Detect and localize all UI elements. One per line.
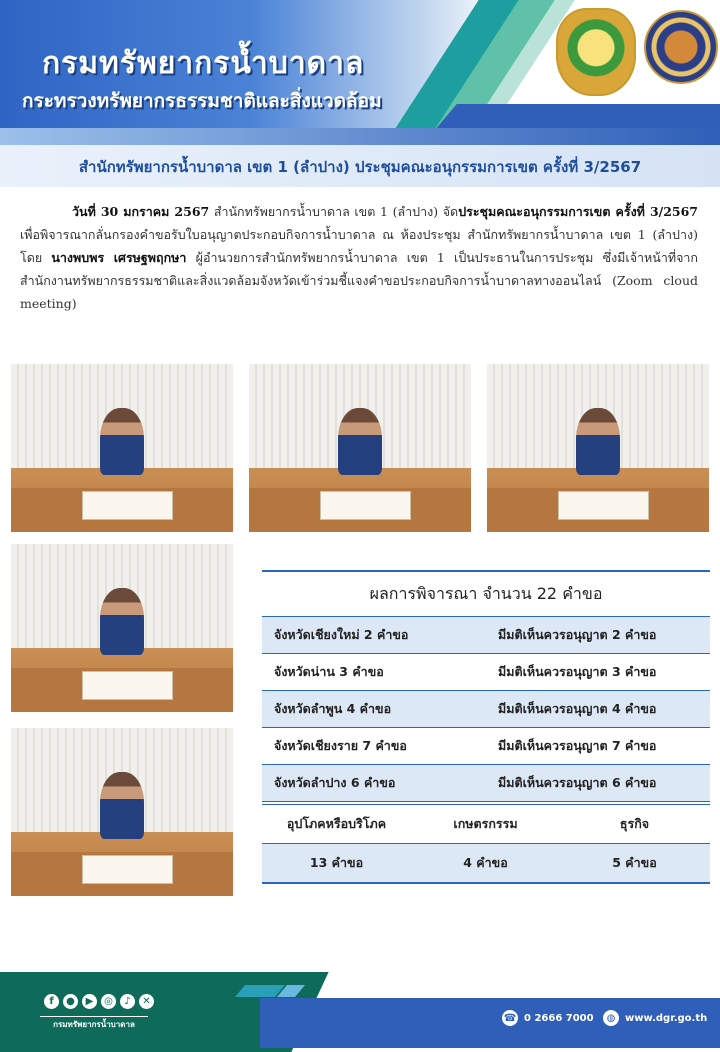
result-cell: มีมติเห็นควรอนุญาต 3 คำขอ [498,664,657,679]
phone-number[interactable]: 0 2666 7000 [524,1012,594,1024]
table-row [262,616,710,654]
instagram-icon[interactable]: ◎ [101,994,116,1009]
footer-website [603,1010,707,1026]
paragraph-text: ผู้อำนวยการสำนักทรัพยากรน้ำบาดาล เขต 1 เป็นประธานในการประชุม ซึ่งมีเจ้าหน้าที่จากสำนักงานทรัพยากรธรรมชาติและสิ่งแวดล้อมจังหวัดเข้าร่วมชี้แจงคำขอประกอบกิจการน้ำบาดาลทางออนไลน์ (Zoom cloud meeting) [20,250,698,311]
chairperson-name: นางพบพร เศรษฐพฤกษา [51,250,187,265]
table-row [262,691,710,728]
category-count: 13 คำขอ [309,855,364,870]
globe-icon: ◍ [603,1010,619,1026]
social-icons [44,994,154,1009]
results-table [262,570,710,884]
meeting-name: ประชุมคณะอนุกรรมการเขต ครั้งที่ 3/2567 [458,204,698,219]
meeting-photo [487,364,709,532]
result-cell: มีมติเห็นควรอนุญาต 4 คำขอ [498,701,657,716]
phone-icon: ☎ [502,1010,518,1026]
meeting-photo [11,544,233,712]
department-title: กรมทรัพยากรน้ำบาดาล [42,46,365,81]
paragraph-text: เพื่อพิจารณากลั่นกรองคำขอรับใบอนุญาตประกอบกิจการน้ำบาดาล ณ ห้องประชุม สำนักทรัพยากรน้ำบาดาล เขต 1 (ลำปาง) โดย [20,227,698,265]
category-header: เกษตรกรรม [453,816,518,831]
result-cell: มีมติเห็นควรอนุญาต 6 คำขอ [498,775,657,790]
category-header: ธุรกิจ [619,816,650,831]
result-cell: มีมติเห็นควรอนุญาต 2 คำขอ [498,627,657,642]
ministry-title: กระทรวงทรัพยากรธรรมชาติและสิ่งแวดล้อม [22,90,382,112]
youtube-icon[interactable]: ▶ [82,994,97,1009]
header-banner [0,0,720,145]
province-cell: จังหวัดลำพูน 4 คำขอ [274,701,392,716]
province-cell: จังหวัดเชียงใหม่ 2 คำขอ [274,627,409,642]
paragraph-text: สำนักทรัพยากรน้ำบาดาล เขต 1 (ลำปาง) จัด [209,204,459,219]
table-row [262,728,710,765]
result-cell: มีมติเห็นควรอนุญาต 7 คำขอ [498,738,657,753]
line-icon[interactable]: ● [63,994,78,1009]
meeting-photo [11,728,233,896]
tiktok-icon[interactable]: ♪ [120,994,135,1009]
meeting-photo [249,364,471,532]
category-count: 4 คำขอ [463,855,508,870]
category-count: 5 คำขอ [612,855,657,870]
website-link[interactable]: www.dgr.go.th [625,1012,708,1024]
headline: สำนักทรัพยากรน้ำบาดาล เขต 1 (ลำปาง) ประชุมคณะอนุกรรมการเขต ครั้งที่ 3/2567 [78,158,642,176]
x-icon[interactable]: ✕ [139,994,154,1009]
facebook-icon[interactable]: f [44,994,59,1009]
table-row [262,765,710,802]
table-row [262,654,710,691]
category-header: อุปโภคหรือบริโภค [286,816,387,831]
province-cell: จังหวัดลำปาง 6 คำขอ [274,775,396,790]
department-emblem-logo [644,10,718,84]
meeting-date: วันที่ 30 มกราคม 2567 [72,204,210,219]
footer-phone [502,1010,594,1026]
groundwater-office-seal-logo [556,8,636,96]
category-count-row [262,844,710,884]
meeting-photo [11,364,233,532]
province-cell: จังหวัดเชียงราย 7 คำขอ [274,738,407,753]
header-band [0,128,720,145]
category-header-row [262,804,710,844]
news-paragraph [20,200,698,315]
results-title: ผลการพิจารณา จำนวน 22 คำขอ [262,570,710,616]
footer-org-name: กรมทรัพยากรน้ำบาดาล [40,1016,148,1031]
province-cell: จังหวัดน่าน 3 คำขอ [274,664,384,679]
